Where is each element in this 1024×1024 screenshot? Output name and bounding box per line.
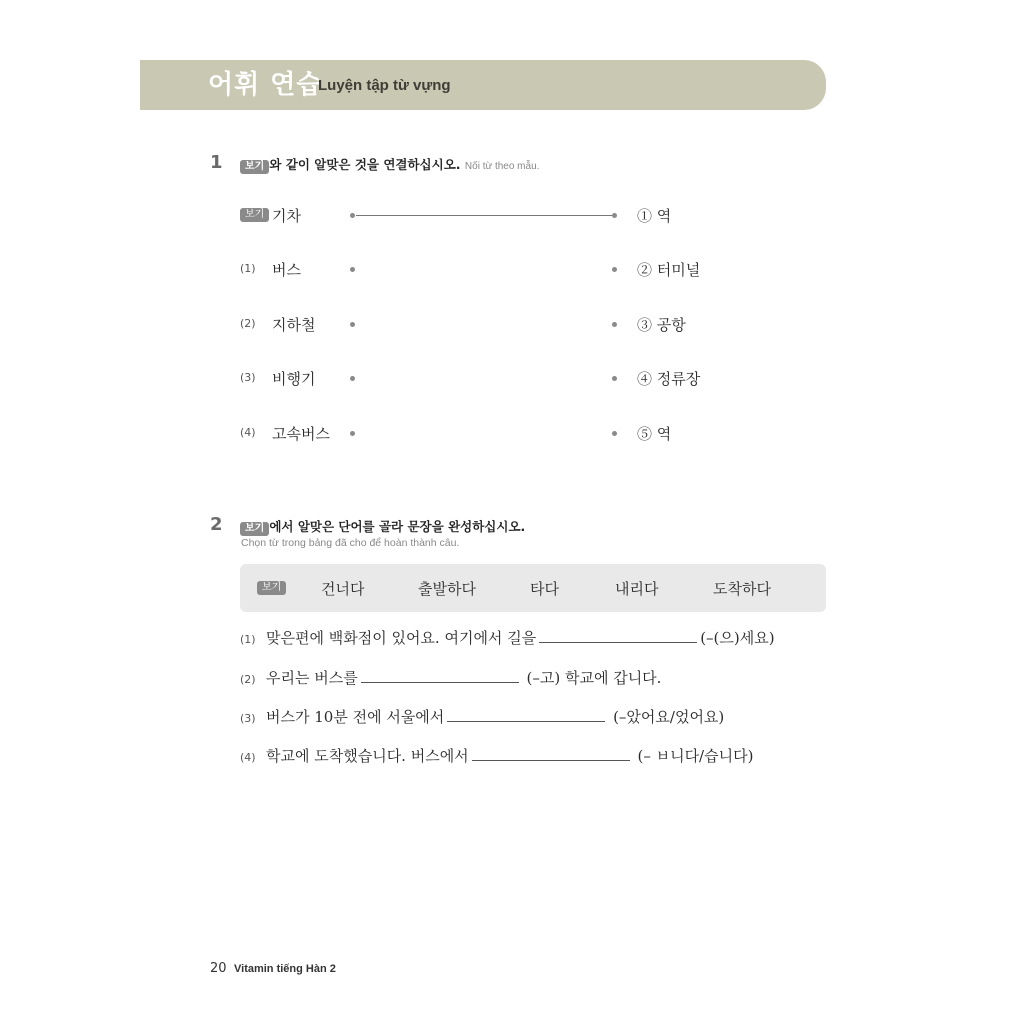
- match-word: 비행기: [272, 370, 316, 388]
- section-title-vietnamese: Luyện tập từ vựng: [318, 77, 451, 94]
- sentence-row-4: [240, 745, 753, 767]
- section-title-korean: 어휘 연습: [208, 70, 323, 100]
- word-bank-item: 타다: [530, 580, 559, 598]
- right-dot[interactable]: [612, 213, 617, 218]
- word-bank-item: 도착하다: [713, 580, 771, 598]
- question-1-instruction-vi: Nối từ theo mẫu.: [464, 161, 540, 172]
- match-row-2: [240, 314, 740, 336]
- sentence-row-3: [240, 706, 724, 728]
- answer-blank[interactable]: [447, 707, 605, 722]
- left-dot[interactable]: [350, 213, 355, 218]
- question-2-instruction: [240, 517, 525, 536]
- question-1-number: 1: [210, 152, 223, 173]
- match-row-example: [240, 205, 740, 227]
- match-word: 기차: [272, 207, 301, 225]
- word-bank-item: 건너다: [321, 580, 365, 598]
- right-dot[interactable]: [612, 267, 617, 272]
- question-2-instruction-vi: Chọn từ trong bảng đã cho để hoàn thành câu.: [241, 537, 460, 549]
- answer-blank[interactable]: [361, 668, 519, 683]
- match-word: 고속버스: [272, 425, 330, 443]
- sentence-row-2: [240, 667, 661, 689]
- match-word: 버스: [272, 261, 301, 279]
- item-number: (1): [240, 633, 256, 646]
- left-dot[interactable]: [350, 267, 355, 272]
- match-answer: ⑤ 역: [637, 425, 672, 443]
- match-row-3: [240, 368, 740, 390]
- sentence-text: 우리는 버스를: [266, 669, 358, 687]
- left-dot[interactable]: [350, 322, 355, 327]
- question-1-instruction-ko: 와 같이 알맞은 것을 연결하십시오.: [269, 157, 461, 172]
- left-dot[interactable]: [350, 431, 355, 436]
- bogi-badge: 보기: [240, 522, 269, 536]
- example-connect-line: [356, 215, 612, 216]
- bogi-badge: 보기: [240, 208, 269, 222]
- sentence-text: 버스가 10분 전에 서울에서: [266, 708, 445, 726]
- sentence-hint: (–았어요/었어요): [613, 708, 725, 726]
- book-title: Vitamin tiếng Hàn 2: [234, 963, 336, 975]
- match-answer: ④ 정류장: [637, 370, 701, 388]
- word-bank: [240, 564, 826, 612]
- bogi-badge: 보기: [240, 160, 269, 174]
- item-number: (4): [240, 426, 256, 439]
- right-dot[interactable]: [612, 376, 617, 381]
- sentence-hint: (– ㅂ니다/습니다): [637, 747, 754, 765]
- word-bank-item: 내리다: [615, 580, 659, 598]
- sentence-row-1: [240, 627, 775, 649]
- sentence-text: 맞은편에 백화점이 있어요. 여기에서 길을: [266, 629, 537, 647]
- left-dot[interactable]: [350, 376, 355, 381]
- item-number: (3): [240, 371, 256, 384]
- match-answer: ② 터미널: [637, 261, 701, 279]
- match-row-1: [240, 259, 740, 281]
- answer-blank[interactable]: [472, 746, 630, 761]
- match-row-4: [240, 423, 740, 445]
- question-1-instruction: [240, 155, 539, 174]
- sentence-hint: (–고) 학교에 갑니다.: [526, 669, 662, 687]
- match-answer: ① 역: [637, 207, 672, 225]
- bogi-badge: 보기: [257, 581, 286, 595]
- item-number: (4): [240, 751, 256, 764]
- item-number: (2): [240, 673, 256, 686]
- question-2-instruction-ko: 에서 알맞은 단어를 골라 문장을 완성하십시오.: [269, 519, 526, 534]
- item-number: (3): [240, 712, 256, 725]
- match-word: 지하철: [272, 316, 316, 334]
- word-bank-item: 출발하다: [418, 580, 476, 598]
- sentence-hint: (–(으)세요): [700, 629, 775, 647]
- item-number: (1): [240, 262, 256, 275]
- question-2-number: 2: [210, 514, 223, 535]
- page-number: 20: [210, 961, 227, 976]
- right-dot[interactable]: [612, 322, 617, 327]
- match-answer: ③ 공항: [637, 316, 686, 334]
- answer-blank[interactable]: [539, 628, 697, 643]
- sentence-text: 학교에 도착했습니다. 버스에서: [266, 747, 469, 765]
- right-dot[interactable]: [612, 431, 617, 436]
- item-number: (2): [240, 317, 256, 330]
